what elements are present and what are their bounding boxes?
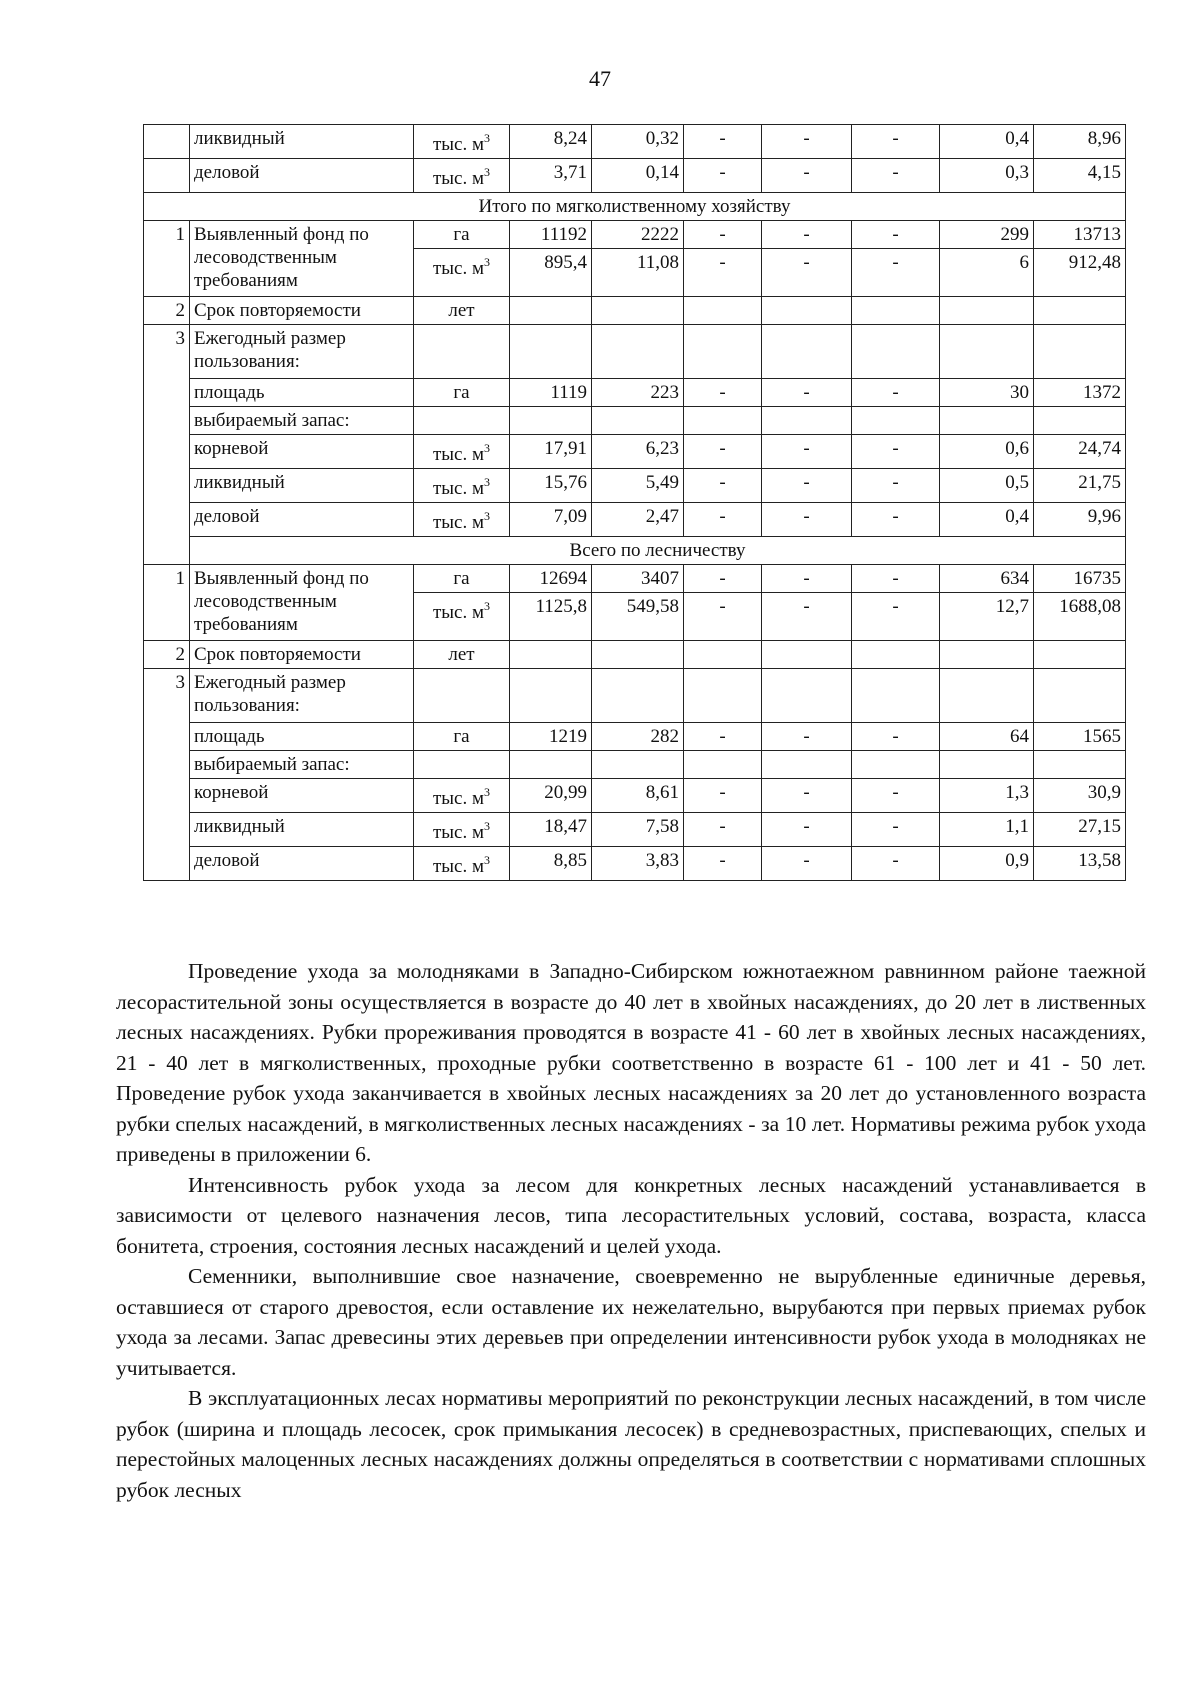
cell-value: 11192 <box>510 221 592 249</box>
row-name: деловой <box>190 159 414 193</box>
cell-dash: - <box>852 221 940 249</box>
forest-use-table <box>143 124 1126 881</box>
cell-dash: - <box>684 503 762 537</box>
page-number: 47 <box>589 66 611 91</box>
cell-dash: - <box>684 379 762 407</box>
paragraph: В эксплуатационных лесах нормативы мероприятий по реконструкции лесных насаждений, в том числе рубок (ширина и площадь лесосек, срок примыкания лесосек) в средневозрастных, приспевающих, спелых и перестойных малоценных лесных насаждениях должны определяться в соответствии с нормативами сплошных рубок лесных <box>116 1386 1146 1502</box>
unit-ha: га <box>414 723 510 751</box>
cell-dash: - <box>762 379 852 407</box>
row-name: площадь <box>190 379 414 407</box>
row-name: ликвидный <box>190 813 414 847</box>
cell-value: 2222 <box>592 221 684 249</box>
cell-dash: - <box>852 503 940 537</box>
cell-value: 6,23 <box>592 435 684 469</box>
cell-value: 299 <box>940 221 1034 249</box>
unit-m3: тыс. $м^3$ <box>414 125 510 159</box>
cell-value: 7,09 <box>510 503 592 537</box>
cell-dash: - <box>684 125 762 159</box>
cell-dash: - <box>762 159 852 193</box>
cell-value: 5,49 <box>592 469 684 503</box>
cell-dash: - <box>852 813 940 847</box>
table-row <box>144 125 1126 159</box>
cell-dash: - <box>762 813 852 847</box>
cell-value: 12694 <box>510 565 592 593</box>
table-row <box>144 325 1126 379</box>
row-name: выбираемый запас: <box>190 751 414 779</box>
table-row <box>144 641 1126 669</box>
cell-dash: - <box>852 435 940 469</box>
row-name: Выявленный фонд по лесоводственным требованиям <box>190 221 414 297</box>
table-row <box>144 847 1126 881</box>
cell-value: 1688,08 <box>1034 593 1126 641</box>
unit-years: лет <box>414 641 510 669</box>
cell-dash: - <box>684 249 762 297</box>
cell-value: 13,58 <box>1034 847 1126 881</box>
row-name: Ежегодный размер пользования: <box>190 669 414 723</box>
cell-value: 3,83 <box>592 847 684 881</box>
table-row <box>144 723 1126 751</box>
unit-ha: га <box>414 565 510 593</box>
cell-value: 7,58 <box>592 813 684 847</box>
section-header <box>144 193 1126 221</box>
unit-m3: тыс. $м^3$ <box>414 249 510 297</box>
table-row <box>144 503 1126 537</box>
paragraph: Семенники, выполнившие свое назначение, своевременно не вырубленные единичные деревья, оставшиеся от старого древостоя, если оставление их нежелательно, вырубаются при первых приемах рубок ухода за лесами. Запас древесины этих деревьев при определении интенсивности рубок ухода в молодняках не учитывается. <box>116 1264 1146 1380</box>
cell-value: 20,99 <box>510 779 592 813</box>
cell-dash: - <box>852 469 940 503</box>
row-number: 3 <box>144 669 190 881</box>
unit-ha: га <box>414 379 510 407</box>
cell-value: 223 <box>592 379 684 407</box>
cell-dash: - <box>762 847 852 881</box>
cell-dash: - <box>684 435 762 469</box>
cell-value: 18,47 <box>510 813 592 847</box>
table-row <box>144 565 1126 593</box>
cell-value: 0,32 <box>592 125 684 159</box>
section-header <box>144 537 1126 565</box>
cell-value: 11,08 <box>592 249 684 297</box>
cell-value: 0,14 <box>592 159 684 193</box>
row-name: выбираемый запас: <box>190 407 414 435</box>
cell-dash: - <box>852 723 940 751</box>
section-title: Всего по лесничеству <box>190 537 1126 565</box>
row-number: 1 <box>144 565 190 641</box>
cell-value: 30 <box>940 379 1034 407</box>
cell-dash: - <box>852 847 940 881</box>
cell-value: 0,3 <box>940 159 1034 193</box>
cell-dash: - <box>852 565 940 593</box>
cell-value: 64 <box>940 723 1034 751</box>
cell-dash: - <box>762 593 852 641</box>
cell-value: 1,3 <box>940 779 1034 813</box>
cell-dash: - <box>762 723 852 751</box>
cell-value: 1372 <box>1034 379 1126 407</box>
cell-value: 0,4 <box>940 125 1034 159</box>
cell-dash: - <box>762 779 852 813</box>
cell-dash: - <box>684 723 762 751</box>
unit-m3: тыс. $м^3$ <box>414 779 510 813</box>
cell-value: 0,5 <box>940 469 1034 503</box>
cell-dash: - <box>684 469 762 503</box>
cell-value: 27,15 <box>1034 813 1126 847</box>
cell-value: 3407 <box>592 565 684 593</box>
cell-value: 8,96 <box>1034 125 1126 159</box>
cell-value: 13713 <box>1034 221 1126 249</box>
cell-value: 17,91 <box>510 435 592 469</box>
cell-value: 549,58 <box>592 593 684 641</box>
cell-value: 0,4 <box>940 503 1034 537</box>
table-row <box>144 407 1126 435</box>
cell-value: 1219 <box>510 723 592 751</box>
row-name: Срок повторяемости <box>190 297 414 325</box>
cell-value: 912,48 <box>1034 249 1126 297</box>
row-name: корневой <box>190 435 414 469</box>
table-row <box>144 813 1126 847</box>
cell-dash: - <box>762 503 852 537</box>
row-number: 1 <box>144 221 190 297</box>
cell-value: 282 <box>592 723 684 751</box>
row-name: площадь <box>190 723 414 751</box>
cell-value: 21,75 <box>1034 469 1126 503</box>
cell-dash: - <box>852 125 940 159</box>
table-row <box>144 751 1126 779</box>
unit-ha: га <box>414 221 510 249</box>
cell-value: 8,24 <box>510 125 592 159</box>
cell-dash: - <box>852 379 940 407</box>
cell-dash: - <box>762 125 852 159</box>
cell-value: 3,71 <box>510 159 592 193</box>
cell-dash: - <box>762 565 852 593</box>
row-name: Выявленный фонд по лесоводственным требованиям <box>190 565 414 641</box>
paragraph: Проведение ухода за молодняками в Западно-Сибирском южнотаежном равнинном районе таежной лесорастительной зоны осуществляется в возрасте до 40 лет в хвойных насаждениях, до 20 лет в лиственных лесных насаждениях. Рубки прореживания проводятся в возрасте 41 - 60 лет в хвойных лесных насаждениях, 21 - 40 лет в мягколиственных, проходные рубки соответственно в возрасте 61 - 100 лет и 41 - 50 лет. Проведение рубок ухода заканчивается в хвойных лесных насаждениях за 20 лет до установленного возраста рубки спелых насаждений, в мягколиственных лесных насаждениях - за 10 лет. Нормативы режима рубок ухода приведены в приложении 6. <box>116 959 1146 1166</box>
cell-dash: - <box>684 593 762 641</box>
cell-dash: - <box>852 249 940 297</box>
cell-value: 1119 <box>510 379 592 407</box>
cell-value: 895,4 <box>510 249 592 297</box>
unit-m3: тыс. $м^3$ <box>414 469 510 503</box>
cell-value: 2,47 <box>592 503 684 537</box>
row-name: ликвидный <box>190 125 414 159</box>
cell-value: 6 <box>940 249 1034 297</box>
cell-dash: - <box>852 779 940 813</box>
cell-dash: - <box>684 847 762 881</box>
cell-dash: - <box>762 221 852 249</box>
row-name: Ежегодный размер пользования: <box>190 325 414 379</box>
cell-value: 15,76 <box>510 469 592 503</box>
table-row <box>144 221 1126 249</box>
unit-m3: тыс. $м^3$ <box>414 159 510 193</box>
row-name: ликвидный <box>190 469 414 503</box>
cell-value: 0,6 <box>940 435 1034 469</box>
table-row <box>144 159 1126 193</box>
cell-dash: - <box>762 469 852 503</box>
cell-value: 0,9 <box>940 847 1034 881</box>
table-row <box>144 779 1126 813</box>
cell-dash: - <box>684 565 762 593</box>
unit-years: лет <box>414 297 510 325</box>
cell-value: 634 <box>940 565 1034 593</box>
cell-value: 1,1 <box>940 813 1034 847</box>
table-row <box>144 435 1126 469</box>
row-name: деловой <box>190 847 414 881</box>
table-row <box>144 469 1126 503</box>
cell-value: 4,15 <box>1034 159 1126 193</box>
cell-dash: - <box>684 159 762 193</box>
cell-value: 16735 <box>1034 565 1126 593</box>
body-text <box>116 956 1146 1505</box>
row-name: Срок повторяемости <box>190 641 414 669</box>
cell-value: 9,96 <box>1034 503 1126 537</box>
paragraph: Интенсивность рубок ухода за лесом для конкретных лесных насаждений устанавливается в зависимости от целевого назначения лесов, типа лесорастительных условий, состава, возраста, класса бонитета, строения, состояния лесных насаждений и целей ухода. <box>116 1172 1146 1258</box>
cell-dash: - <box>684 221 762 249</box>
table-row <box>144 297 1126 325</box>
cell-value: 12,7 <box>940 593 1034 641</box>
unit-m3: тыс. $м^3$ <box>414 813 510 847</box>
cell-dash: - <box>852 593 940 641</box>
unit-m3: тыс. $м^3$ <box>414 847 510 881</box>
unit-m3: тыс. $м^3$ <box>414 593 510 641</box>
unit-m3: тыс. $м^3$ <box>414 503 510 537</box>
cell-dash: - <box>684 813 762 847</box>
cell-value: 1125,8 <box>510 593 592 641</box>
table-row <box>144 379 1126 407</box>
cell-value: 8,85 <box>510 847 592 881</box>
cell-dash: - <box>684 779 762 813</box>
cell-value: 30,9 <box>1034 779 1126 813</box>
cell-value: 1565 <box>1034 723 1126 751</box>
cell-value: 24,74 <box>1034 435 1126 469</box>
row-name: корневой <box>190 779 414 813</box>
cell-dash: - <box>762 435 852 469</box>
row-number: 3 <box>144 325 190 565</box>
unit-m3: тыс. $м^3$ <box>414 435 510 469</box>
cell-dash: - <box>852 159 940 193</box>
table-row <box>144 669 1126 723</box>
row-number: 2 <box>144 641 190 669</box>
section-title: Итого по мягколиственному хозяйству <box>144 193 1126 221</box>
cell-value: 8,61 <box>592 779 684 813</box>
row-number: 2 <box>144 297 190 325</box>
row-name: деловой <box>190 503 414 537</box>
cell-dash: - <box>762 249 852 297</box>
